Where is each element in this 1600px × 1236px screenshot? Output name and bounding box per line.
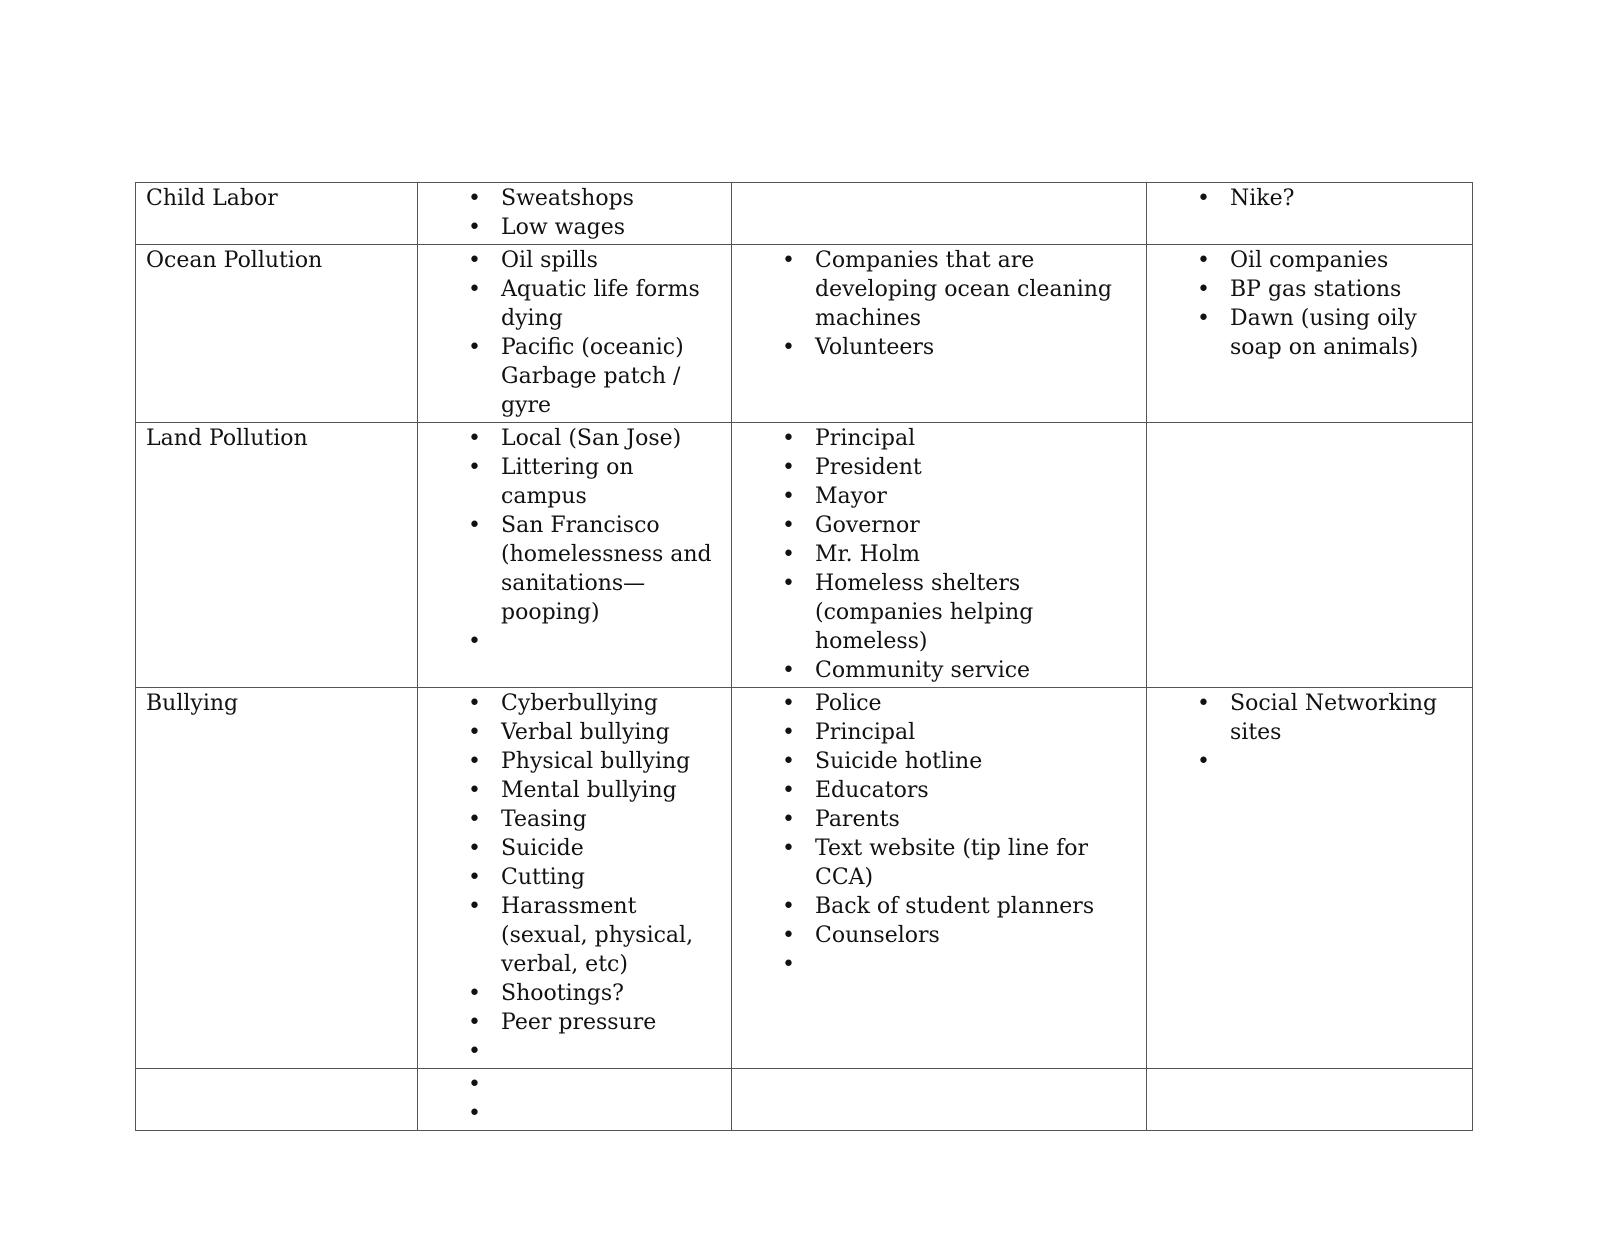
table-row <box>136 183 1473 245</box>
list-item: • Aquatic life forms dying <box>428 275 721 333</box>
list-item <box>742 950 1136 979</box>
who-can-help-cell <box>732 423 1147 688</box>
who-can-help-cell <box>732 688 1147 1069</box>
list-item: • Oil spills <box>428 246 721 275</box>
who-can-help-cell <box>732 245 1147 423</box>
list-item: • Physical bullying <box>428 747 721 776</box>
list-item: • Sweatshops <box>428 184 721 213</box>
list-item: • Governor <box>742 511 1136 540</box>
list-item: • Suicide hotline <box>742 747 1136 776</box>
list-item: • Parents <box>742 805 1136 834</box>
who-is-involved-cell <box>1147 183 1473 245</box>
list-item: • Educators <box>742 776 1136 805</box>
issues-cell <box>418 245 732 423</box>
topic-cell: Land Pollution <box>136 423 418 688</box>
topic-cell: Child Labor <box>136 183 418 245</box>
topic-cell <box>136 1069 418 1131</box>
list-item: • Principal <box>742 718 1136 747</box>
list-item: • Verbal bullying <box>428 718 721 747</box>
list-item: • Text website (tip line for CCA) <box>742 834 1136 892</box>
list-item: • BP gas stations <box>1157 275 1462 304</box>
who-is-involved-cell <box>1147 423 1473 688</box>
list-item: • Littering on campus <box>428 453 721 511</box>
who-can-help-cell <box>732 1069 1147 1131</box>
list-item: • Mental bullying <box>428 776 721 805</box>
list-item: • Pacific (oceanic) Garbage patch / gyre <box>428 333 721 420</box>
list-item: • Peer pressure <box>428 1008 721 1037</box>
list-item: • Volunteers <box>742 333 1136 362</box>
list-item: • Social Networking sites <box>1157 689 1462 747</box>
issues-cell <box>418 1069 732 1131</box>
list-item: • Mr. Holm <box>742 540 1136 569</box>
list-item: • Cyberbullying <box>428 689 721 718</box>
issues-cell <box>418 183 732 245</box>
list-item: • Community service <box>742 656 1136 685</box>
list-item: • Shootings? <box>428 979 721 1008</box>
list-item: • Back of student planners <box>742 892 1136 921</box>
table-row <box>136 423 1473 688</box>
who-is-involved-cell <box>1147 1069 1473 1131</box>
list-item: • Suicide <box>428 834 721 863</box>
list-item: • Homeless shelters (companies helping homeless) <box>742 569 1136 656</box>
table-row <box>136 1069 1473 1131</box>
issues-cell <box>418 688 732 1069</box>
topic-cell: Bullying <box>136 688 418 1069</box>
list-item: • Police <box>742 689 1136 718</box>
list-item: • Harassment (sexual, physical, verbal, etc) <box>428 892 721 979</box>
list-item: • Low wages <box>428 213 721 242</box>
list-item <box>428 1070 721 1099</box>
topic-cell: Ocean Pollution <box>136 245 418 423</box>
table-row <box>136 688 1473 1069</box>
list-item <box>428 627 721 656</box>
who-is-involved-cell <box>1147 688 1473 1069</box>
table-row <box>136 245 1473 423</box>
list-item: • Dawn (using oily soap on animals) <box>1157 304 1462 362</box>
list-item: • President <box>742 453 1136 482</box>
issues-table <box>135 182 1473 1131</box>
list-item: • Companies that are developing ocean cleaning machines <box>742 246 1136 333</box>
who-can-help-cell <box>732 183 1147 245</box>
list-item: • Counselors <box>742 921 1136 950</box>
list-item <box>428 1099 721 1128</box>
list-item <box>428 1037 721 1066</box>
who-is-involved-cell <box>1147 245 1473 423</box>
list-item: • Teasing <box>428 805 721 834</box>
list-item: • Oil companies <box>1157 246 1462 275</box>
list-item <box>1157 747 1462 776</box>
list-item: • Local (San Jose) <box>428 424 721 453</box>
list-item: • Principal <box>742 424 1136 453</box>
list-item: • Cutting <box>428 863 721 892</box>
issues-cell <box>418 423 732 688</box>
list-item: • Nike? <box>1157 184 1462 213</box>
list-item: • Mayor <box>742 482 1136 511</box>
list-item: • San Francisco (homelessness and sanitations—pooping) <box>428 511 721 627</box>
